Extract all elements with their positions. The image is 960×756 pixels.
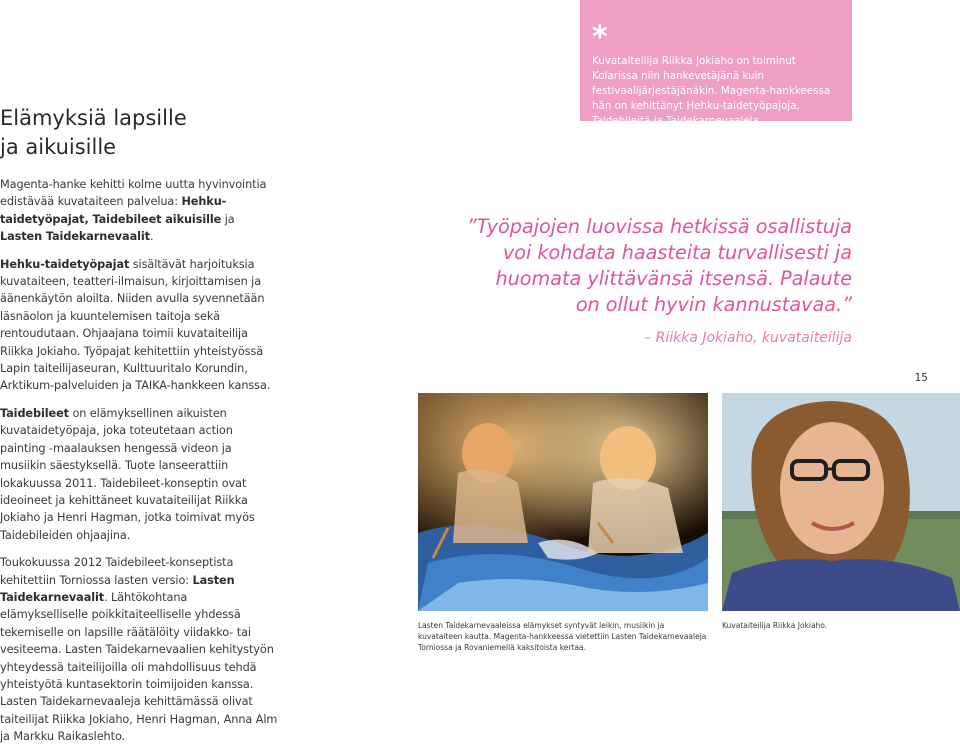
artist-info-text: Kuvataiteilija Riikka Jokiaho on toiminut Kolarissa niin hankevetäjänä kuin festivaalijärjestäjänäkin. Magenta-hankkeessa hän on kehittänyt Hehku-taidetyöpajoja, Taidebileitä ja Taidekarnevaaleja. — [592, 55, 831, 127]
quote-line-1: ”Työpajojen luovissa hetkissä osallistuja — [466, 215, 852, 238]
page-title-line-1: Elämyksiä lapsille — [0, 106, 187, 130]
body-text-column — [0, 176, 278, 756]
taidebileet-bold: Taidebileet — [0, 406, 69, 420]
paragraph-taidebileet — [0, 405, 278, 544]
paragraph-carnival — [0, 554, 278, 745]
intro-bold-services: Hehku-taidetyöpajat, Taidebileet aikuisille — [0, 195, 227, 226]
quote-author: – Riikka Jokiaho, kuvataiteilija — [644, 330, 852, 346]
portrait-photo-caption: Kuvataiteilija Riikka Jokiaho. — [722, 621, 828, 630]
quote-line-4: on ollut hyvin kannustavaa.” — [575, 293, 852, 316]
artist-portrait-photo — [722, 393, 960, 611]
children-photo-caption: Lasten Taidekarnevaaleissa elämykset syntyvät leikin, musiikin ja kuvataiteen kautta. Magenta-hankkeessa vietettiin Lasten Taidekarnevaaleja Torniossa ja Rovaniemellä kaksitoista kertaa. — [418, 621, 707, 652]
pull-quote — [420, 214, 852, 348]
carnival-bold: Lasten Taidekarnevaalit — [0, 573, 235, 604]
page-title — [0, 104, 300, 162]
portrait-illustration — [722, 393, 960, 611]
hehku-text: sisältävät harjoituksia kuvataiteen, teatteri-ilmaisun, kirjoittamisen ja äänenkäytön aloilta. Niiden avulla syvennetään läsnäolon ja kuuntelemisen taitoja sekä rentoudutaan. Ohjaajana toimii kuvataiteilija Riikka Jokiaho. Työpajat kehitettiin yhteistyössä Lapin taiteilijaseuran, Kulttuuritalo Korundin, Arktikum-palveluiden ja TAIKA-hankkeen kanssa. — [0, 257, 271, 393]
artist-info-box — [580, 0, 852, 127]
page-title-line-2: ja aikuisille — [0, 135, 117, 159]
intro-text-and: ja — [221, 212, 235, 226]
carnival-text: Toukokuussa 2012 Taidebileet-konseptista kehitettiin Torniossa lasten versio: — [0, 556, 234, 587]
children-painting-illustration — [418, 393, 708, 611]
children-painting-photo — [418, 393, 708, 611]
paragraph-hehku — [0, 256, 278, 395]
page-number: 15 — [914, 372, 928, 384]
intro-bold-carnival: Lasten Taidekarnevaalit — [0, 230, 150, 244]
intro-text: Magenta-hanke kehitti kolme uutta hyvinvointia edistävää kuvataiteen palvelua: — [0, 178, 267, 209]
asterisk-icon: * — [592, 20, 608, 55]
paragraph-intro — [0, 176, 278, 246]
hehku-bold: Hehku-taidetyöpajat — [0, 257, 130, 271]
quote-line-3: huomata ylittävänsä itsensä. Palaute — [495, 267, 852, 290]
taidebileet-text: on elämyksellinen aikuisten kuvataidetyöpaja, joka toteutetaan action painting -maalauksen hengessä videon ja musiikin säestyksellä. Tuote lanseerattiin lokakuussa 2011. Taidebileet-konseptin ovat ideoineet ja kehittäneet kuvataiteilijat Riikka Jokiaho ja Henri Hagman, jotka toimivat myös Taidebileiden ohjaajina. — [0, 406, 255, 542]
carnival-text-rest: . Lähtökohtana elämykselliselle poikkitaiteelliselle yhdessä tekemiselle on lapsille räätälöity viidakko- tai vesiteema. Lasten Taidekarnevaalien kehitystyön yhteydessä taiteilijoilla oli mahdollisuus tehdä yhteistyötä kuntasektorin toimijoiden kanssa. Lasten Taidekarnevaaleja kehittämässä olivat taiteilijat Riikka Jokiaho, Henri Hagman, Anna Alm ja Markku Raikaslehto. — [0, 590, 278, 744]
quote-line-2: voi kohdata haasteita turvallisesti ja — [502, 241, 852, 264]
intro-text-end: . — [149, 230, 154, 244]
